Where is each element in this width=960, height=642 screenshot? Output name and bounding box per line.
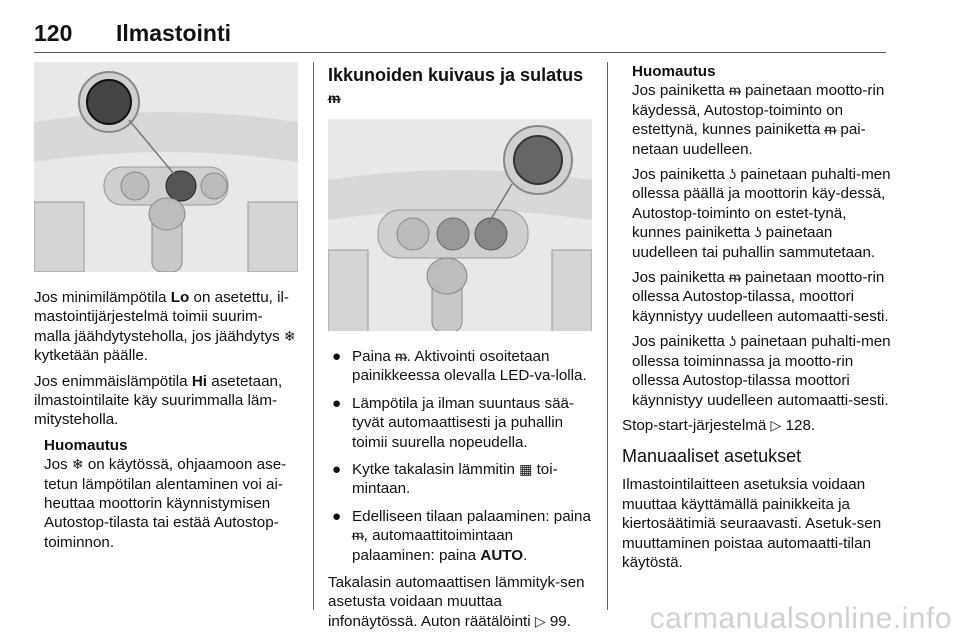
windscreen-defrost-icon: ᵯ [352, 527, 364, 544]
snowflake-icon: ❄ [71, 456, 84, 473]
header-rule [34, 52, 886, 53]
windscreen-defrost-icon: ᵯ [729, 269, 741, 286]
section-title-manual-settings: Manuaaliset asetukset [622, 446, 802, 467]
arrow-reference-icon: ▷ [770, 416, 782, 433]
snowflake-icon: ❄ [283, 327, 296, 344]
list-item: ● Edelliseen tilaan palaaminen: paina ᵯ, automaattitoimintaan palaaminen: paina AUTO. [332, 507, 591, 564]
paragraph-lo-setting: Jos minimilämpötila Lo on asetettu, il-mastointijärjestelmä toimii suurim-malla jäähdytysteholla, jos jäähdytys ❄ kytketään päälle. [34, 289, 296, 365]
paragraph-hi-setting: Jos enimmäislämpötila Hi asetetaan, ilmastointilaite käy suurimmalla läm-mitysteholla. [34, 372, 283, 429]
list-item: ● Lämpötila ja ilman suuntaus sää-tyvät automaattisesti ja puhallin toimii suurella nopeudella. [332, 394, 575, 451]
column-right [622, 62, 892, 578]
page-header [34, 10, 886, 50]
note-title: Huomautus [44, 436, 128, 454]
column-left [34, 62, 298, 552]
note-defrost-autostop: Huomautus Jos painiketta ᵯ painetaan mootto-rin käydessä, Autostop-toiminto on estettynä, kunnes painiketta ᵯ pai-netaan uudelleen. Jos painiketta ʖ painetaan puhalti-men ollessa päällä ja moottorin käy-dessä, Autostop-toiminto on estet-tynä, kunnes painiketta ʖ painetaan uudelleen tai puhallin sammutetaan. Jos painiketta ᵯ painetaan mootto-rin ollessa Autostop-tilassa, moottori käynnistyy uudelleen automaatti-sesti. Jos painiketta ʖ painetaan puhalti-men ollessa toiminnassa ja mootto-rin ollessa Autostop-tilassa moottori käynnistyy uudelleen automaatti-sesti. [632, 63, 891, 409]
windscreen-defrost-icon: ᵯ [824, 121, 837, 138]
blower-icon: ʖ [729, 333, 737, 350]
list-item: ● Paina ᵯ. Aktivointi osoitetaan painikkeessa olevalla LED-va-lolla. [332, 348, 587, 385]
note-title: Huomautus [632, 63, 716, 80]
page-number: 120 [34, 20, 73, 46]
defrost-steps-list [328, 347, 592, 565]
list-item: ● Kytke takalasin lämmitin ▦ toi-mintaan. [332, 461, 558, 498]
column-middle [328, 62, 592, 637]
windscreen-defrost-icon: ᵯ [328, 90, 341, 106]
column-divider-2 [607, 62, 608, 610]
paragraph-rear-heater-setting: Takalasin automaattisen lämmityk-sen asetusta voidaan muuttaa infonäytössä. Auton räätälöinti ▷ 99. [328, 574, 585, 630]
blower-icon: ʖ [754, 224, 762, 241]
windscreen-defrost-icon: ᵯ [729, 82, 741, 99]
blower-icon: ʖ [729, 166, 737, 183]
windscreen-defrost-icon: ᵯ [395, 348, 407, 364]
section-title-defrost: Ikkunoiden kuivaus ja sulatus ᵯ [328, 65, 584, 106]
column-divider-1 [313, 62, 314, 610]
note-autostop: Huomautus Jos ❄ on käytössä, ohjaamoon ase-tetun lämpötilan alentaminen voi ai-heuttaa moottorin käynnistymisen Autostop-tilasta tai estää Autostop-toiminnon. [44, 436, 298, 552]
paragraph-manual-settings: Ilmastointilaitteen asetuksia voidaan muuttaa käyttämällä painikkeita ja kiertosäätimiä seuraavasti. Asetuk-sen muuttaminen poistaa automaatti-tilan käytöstä. [622, 476, 882, 571]
reference-stop-start: Stop-start-järjestelmä ▷ 128. [622, 416, 816, 434]
arrow-reference-icon: ▷ [534, 612, 546, 629]
rear-window-heater-icon: ▦ [519, 461, 533, 478]
defrost-button-illustration [328, 119, 592, 331]
climate-control-panel-illustration [34, 62, 298, 272]
chapter-title: Ilmastointi [116, 20, 232, 46]
watermark: carmanualsonline.info [649, 602, 952, 635]
